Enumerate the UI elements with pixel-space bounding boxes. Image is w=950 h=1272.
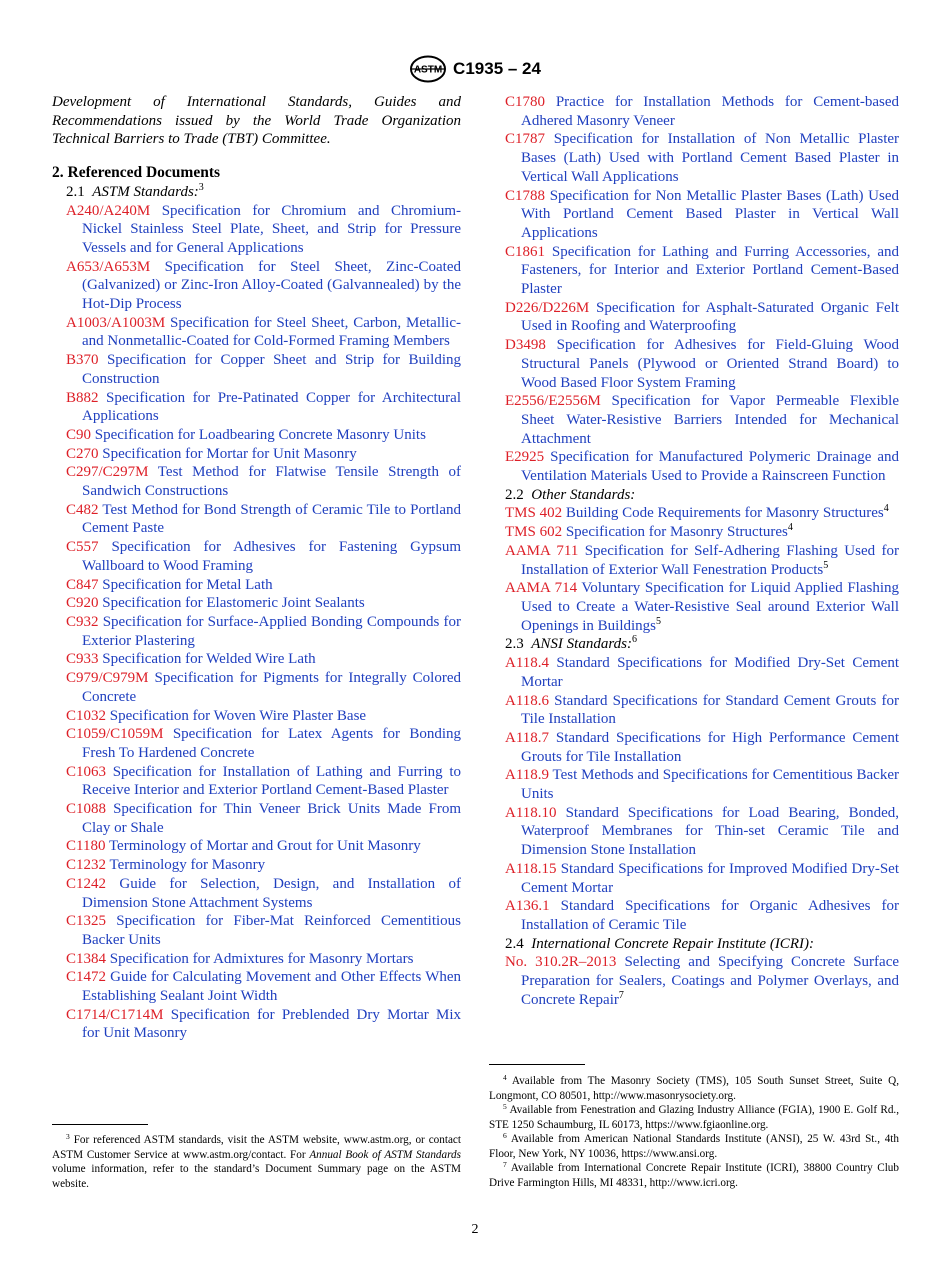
reference-item [66, 389, 461, 426]
reference-title-link[interactable]: Specification for Loadbearing Concrete Masonry Units [94, 426, 426, 443]
reference-code-link[interactable]: C270 [66, 445, 99, 462]
reference-code-link[interactable]: C1063 [66, 763, 107, 780]
reference-title-link[interactable]: Specification for Woven Wire Plaster Base [109, 707, 367, 724]
reference-code-link[interactable]: A240/A240M [66, 202, 151, 219]
reference-item [505, 448, 899, 485]
reference-title-link[interactable]: Terminology of Mortar and Grout for Unit Masonry [108, 838, 421, 855]
reference-item [66, 538, 461, 575]
footnote-rule-left [52, 1124, 148, 1125]
reference-code-link[interactable]: C1714/C1714M [66, 1006, 164, 1023]
reference-code-link[interactable]: AAMA 711 [505, 542, 579, 559]
reference-item [66, 968, 461, 1005]
reference-item [505, 336, 899, 392]
reference-title-link[interactable]: Test Method for Bond Strength of Ceramic Tile to Portland Cement Paste [82, 501, 461, 537]
reference-item [66, 501, 461, 538]
footnote-rule-right [489, 1064, 585, 1065]
reference-title-link[interactable]: Specification for Self-Adhering Flashing Used for Installation of Exterior Wall Fenestration Products [521, 542, 899, 578]
reference-title-link[interactable]: Specification for Thin Veneer Brick Units Made From Clay or Shale [82, 801, 462, 836]
reference-code-link[interactable]: A118.9 [505, 767, 550, 784]
reference-item [505, 130, 899, 186]
reference-title-link[interactable]: Voluntary Specification for Liquid Applied Flashing Used to Create a Water-Resistive Seal around Exterior Wall Openings in Buildings [521, 580, 899, 634]
footnote-marker: 7 [618, 989, 624, 1001]
reference-code-link[interactable]: C1384 [66, 950, 107, 967]
reference-code-link[interactable]: C1472 [66, 969, 107, 986]
reference-code-link[interactable]: C1325 [66, 913, 107, 930]
reference-item [505, 897, 899, 934]
reference-title-link[interactable]: Specification for Vapor Permeable Flexible Sheet Water-Resistive Barriers Intended for Mechanical Attachment [521, 393, 899, 447]
reference-code-link[interactable]: A136.1 [505, 898, 550, 915]
document-number: C1935 – 24 [453, 59, 541, 78]
reference-item [505, 93, 899, 130]
reference-item [505, 729, 899, 766]
reference-title-link[interactable]: Specification for Elastomeric Joint Sealants [102, 595, 365, 612]
reference-code-link[interactable]: D226/D226M [505, 299, 590, 316]
reference-title-link[interactable]: Specification for Latex Agents for Bonding Fresh To Hardened Concrete [82, 726, 461, 761]
reference-code-link[interactable]: C1232 [66, 857, 107, 874]
reference-item [66, 594, 461, 613]
footnote-marker: 4 [787, 522, 793, 534]
reference-code-link[interactable]: C920 [66, 595, 99, 612]
reference-title-link[interactable]: Specification for Surface-Applied Bonding Compounds for Exterior Plastering [82, 613, 462, 649]
reference-item [66, 445, 461, 464]
reference-title-link[interactable]: Standard Specifications for Modified Dry-Set Cement Mortar [521, 655, 899, 690]
reference-item [66, 463, 461, 500]
reference-title-link[interactable]: Specification for Masonry Structures [565, 524, 788, 541]
section-title: 2. Referenced Documents [52, 164, 221, 182]
reference-title-link[interactable]: Standard Specifications for High Performance Cement Grouts for Tile Installation [521, 729, 900, 765]
reference-item [66, 763, 461, 800]
reference-item [66, 613, 461, 650]
reference-code-link[interactable]: No. 310.2R–2013 [505, 954, 617, 971]
reference-code-link[interactable]: D3498 [505, 337, 546, 354]
astm-reference-list-cont [505, 93, 899, 486]
reference-code-link[interactable]: AAMA 714 [505, 580, 578, 597]
logo-text: ASTM [413, 64, 443, 76]
page-header [0, 54, 950, 84]
reference-item [505, 504, 899, 523]
reference-title-link[interactable]: Building Code Requirements for Masonry Structures [565, 505, 884, 522]
reference-title-link[interactable]: Specification for Installation of Non Metallic Plaster Bases (Lath) Used with Portland Cement Based Plaster in Vertical Wall Applications [521, 131, 900, 185]
page-number: 2 [471, 1222, 479, 1237]
reference-item [505, 953, 899, 1009]
reference-item [66, 725, 461, 762]
reference-code-link[interactable]: C1787 [505, 131, 546, 148]
reference-item [66, 258, 461, 314]
astm-reference-list [52, 202, 461, 1044]
reference-code-link[interactable]: C1088 [66, 801, 107, 818]
reference-title-link[interactable]: Specification for Copper Sheet and Strip for Building Construction [82, 352, 461, 387]
intro-paragraph: Development of International Standards, Guides and Recommendations issued by the World Trade Organization Technical Barriers to Trade (TBT) Committee. [52, 94, 461, 148]
reference-code-link[interactable]: A118.6 [505, 692, 550, 709]
reference-title-link[interactable]: Selecting and Specifying Concrete Surface Preparation for Sealers, Coatings and Polymer Overlays, and Concrete Repair [521, 954, 900, 1008]
reference-item [66, 707, 461, 726]
reference-title-link[interactable]: Specification for Chromium and Chromium-Nickel Stainless Steel Plate, Sheet, and Strip for Pressure Vessels and for General Applications [82, 202, 461, 256]
reference-item [66, 837, 461, 856]
reference-title-link[interactable]: Specification for Fiber-Mat Reinforced Cementitious Backer Units [82, 913, 462, 948]
subsection-other: 2.2 Other Standards: [505, 486, 636, 503]
right-column [505, 93, 899, 1009]
subsection-ansi: 2.3 ANSI Standards:$^6$ [505, 634, 637, 653]
astm-logo-icon [409, 55, 447, 83]
reference-title-link[interactable]: Specification for Pre-Patinated Copper for Architectural Applications [82, 389, 461, 425]
reference-title-link[interactable]: Guide for Selection, Design, and Installation of Dimension Stone Attachment Systems [82, 875, 461, 911]
reference-title-link[interactable]: Specification for Asphalt-Saturated Organic Felt Used in Roofing and Waterproofing [521, 299, 900, 335]
footnote-7: $^7$ Available from International Concrete Repair Institute (ICRI), 38800 Country Club Drive Farmington Hills, MI 48331, http://www.icri.org. [489, 1160, 899, 1189]
footnote-6: $^6$ Available from American National Standards Institute (ANSI), 25 W. 43rd St., 4th Floor, New York, NY 10036, https://www.ansi.org. [489, 1131, 899, 1160]
reference-title-link[interactable]: Specification for Non Metallic Plaster Bases (Lath) Used With Portland Cement Based Plaster in Vertical Wall Applications [521, 187, 900, 241]
footnote-4: $^4$ Available from The Masonry Society (TMS), 105 South Sunset Street, Suite Q, Longmont, CO 80501, http://www.masonrysociety.org. [489, 1073, 899, 1102]
reference-code-link[interactable]: C90 [66, 426, 92, 443]
reference-title-link[interactable]: Specification for Preblended Dry Mortar Mix for Unit Masonry [82, 1006, 462, 1042]
reference-item [66, 1006, 461, 1043]
reference-code-link[interactable]: C297/C297M [66, 464, 149, 481]
reference-item [66, 669, 461, 706]
reference-item [505, 187, 899, 243]
reference-code-link[interactable]: TMS 402 [505, 505, 563, 522]
reference-title-link[interactable]: Test Method for Flatwise Tensile Strength of Sandwich Constructions [82, 464, 461, 500]
reference-title-link[interactable]: Terminology for Masonry [109, 857, 266, 874]
reference-title-link[interactable]: Standard Specifications for Improved Modified Dry-Set Cement Mortar [521, 860, 900, 896]
reference-title-link[interactable]: Specification for Pigments for Integrally Colored Concrete [82, 670, 462, 705]
footnote-left [52, 1133, 461, 1191]
left-column [52, 93, 461, 1043]
reference-code-link[interactable]: C1242 [66, 875, 107, 892]
reference-item [66, 875, 461, 912]
reference-item [505, 804, 899, 860]
reference-code-link[interactable]: C932 [66, 613, 99, 630]
ansi-reference-list [505, 654, 899, 935]
reference-code-link[interactable]: A118.7 [505, 729, 550, 746]
reference-code-link[interactable]: C1059/C1059M [66, 726, 164, 743]
reference-code-link[interactable]: C1788 [505, 187, 546, 204]
reference-item [66, 856, 461, 875]
reference-code-link[interactable]: B370 [66, 352, 99, 369]
reference-item [66, 351, 461, 388]
reference-item [66, 650, 461, 669]
reference-title-link[interactable]: Specification for Adhesives for Field-Gluing Wood Structural Panels (Plywood or Oriented Strand Board) to Wood Based Floor System Framing [521, 337, 899, 391]
reference-code-link[interactable]: C482 [66, 501, 99, 518]
reference-item [66, 426, 461, 445]
reference-code-link[interactable]: C979/C979M [66, 670, 149, 687]
reference-code-link[interactable]: C847 [66, 576, 99, 593]
reference-code-link[interactable]: TMS 602 [505, 524, 563, 541]
reference-item [505, 766, 899, 803]
reference-item [66, 202, 461, 258]
reference-title-link[interactable]: Specification for Manufactured Polymeric Drainage and Ventilation Materials Used to Provide a Rainscreen Function [521, 449, 899, 485]
icri-reference-list [505, 953, 899, 1009]
reference-item [505, 299, 899, 336]
reference-title-link[interactable]: Specification for Mortar for Unit Masonry [102, 445, 357, 462]
reference-title-link[interactable]: Specification for Steel Sheet, Zinc-Coated (Galvanized) or Zinc-Iron Alloy-Coated (Galvannealed) by the Hot-Dip Process [82, 258, 462, 313]
reference-item [505, 654, 899, 691]
reference-item [505, 542, 899, 579]
reference-title-link[interactable]: Specification for Welded Wire Lath [102, 651, 316, 668]
reference-title-link[interactable]: Specification for Metal Lath [102, 576, 273, 593]
reference-code-link[interactable]: E2925 [505, 449, 545, 466]
reference-code-link[interactable]: A118.10 [505, 804, 557, 821]
reference-item [66, 912, 461, 949]
footnote-5: $^5$ Available from Fenestration and Glazing Industry Alliance (FGIA), 1900 E. Golf Rd., STE 1250 Schaumburg, IL 60173, https://www.fgiaonline.org. [489, 1102, 900, 1131]
reference-code-link[interactable]: C1780 [505, 94, 546, 110]
reference-title-link[interactable]: Specification for Steel Sheet, Carbon, Metallic- and Nonmetallic-Coated for Cold-Formed Framing Members [82, 314, 461, 350]
reference-code-link[interactable]: A1003/A1003M [66, 314, 166, 331]
reference-code-link[interactable]: C557 [66, 539, 99, 556]
reference-item [505, 523, 899, 542]
footnote-marker: 4 [883, 503, 889, 515]
reference-item [66, 576, 461, 595]
reference-item [66, 950, 461, 969]
footnotes-right [489, 1074, 899, 1190]
reference-title-link[interactable]: Standard Specifications for Standard Cement Grouts for Tile Installation [521, 692, 899, 728]
reference-item [66, 314, 461, 351]
other-reference-list [505, 504, 899, 635]
reference-code-link[interactable]: A653/A653M [66, 258, 151, 275]
reference-item [505, 692, 899, 729]
footnote-marker: 5 [656, 615, 662, 627]
subsection-icri: 2.4 International Concrete Repair Institute (ICRI): [505, 935, 814, 952]
reference-code-link[interactable]: C1032 [66, 707, 107, 724]
reference-code-link[interactable]: A118.15 [505, 860, 557, 877]
reference-title-link[interactable]: Test Methods and Specifications for Cementitious Backer Units [521, 767, 899, 803]
footnote-3: $^3$ For referenced ASTM standards, visit the ASTM website, www.astm.org, or contact ASTM Customer Service at www.astm.org/contact. For Annual Book of ASTM Standards volume information, refer to the standard’s Document Summary page on the ASTM website. [52, 1132, 461, 1190]
reference-code-link[interactable]: C933 [66, 651, 99, 668]
reference-title-link[interactable]: Guide for Calculating Movement and Other Effects When Establishing Sealant Joint Width [82, 969, 462, 1005]
reference-code-link[interactable]: C1180 [66, 838, 106, 855]
subsection-astm: 2.1 ASTM Standards:$^3$ [66, 181, 204, 200]
footnote-marker: 5 [823, 559, 829, 571]
reference-title-link[interactable]: Specification for Admixtures for Masonry Mortars [109, 950, 414, 967]
reference-code-link[interactable]: C1861 [505, 243, 546, 260]
reference-item [505, 392, 899, 448]
reference-item [66, 800, 461, 837]
reference-code-link[interactable]: E2556/E2556M [505, 393, 601, 410]
reference-title-link[interactable]: Specification for Lathing and Furring Accessories, and Fasteners, for Interior and Exterior Portland Cement-Based Plaster [521, 243, 900, 298]
reference-item [505, 579, 899, 635]
reference-code-link[interactable]: B882 [66, 389, 99, 406]
reference-item [505, 243, 899, 299]
reference-title-link[interactable]: Standard Specifications for Load Bearing, Bonded, Waterproof Membranes for Thin-set Ceramic Tile and Dimension Stone Installation [521, 804, 899, 859]
reference-title-link[interactable]: Standard Specifications for Organic Adhesives for Installation of Ceramic Tile [521, 898, 900, 933]
reference-title-link[interactable]: Practice for Installation Methods for Cement-based Adhered Masonry Veneer [521, 94, 900, 129]
reference-item [505, 860, 899, 897]
reference-title-link[interactable]: Specification for Adhesives for Fastening Gypsum Wallboard to Wood Framing [82, 539, 461, 574]
reference-code-link[interactable]: A118.4 [505, 655, 550, 672]
reference-title-link[interactable]: Specification for Installation of Lathing and Furring to Receive Interior and Exterior Portland Cement-Based Plaster [82, 763, 462, 799]
